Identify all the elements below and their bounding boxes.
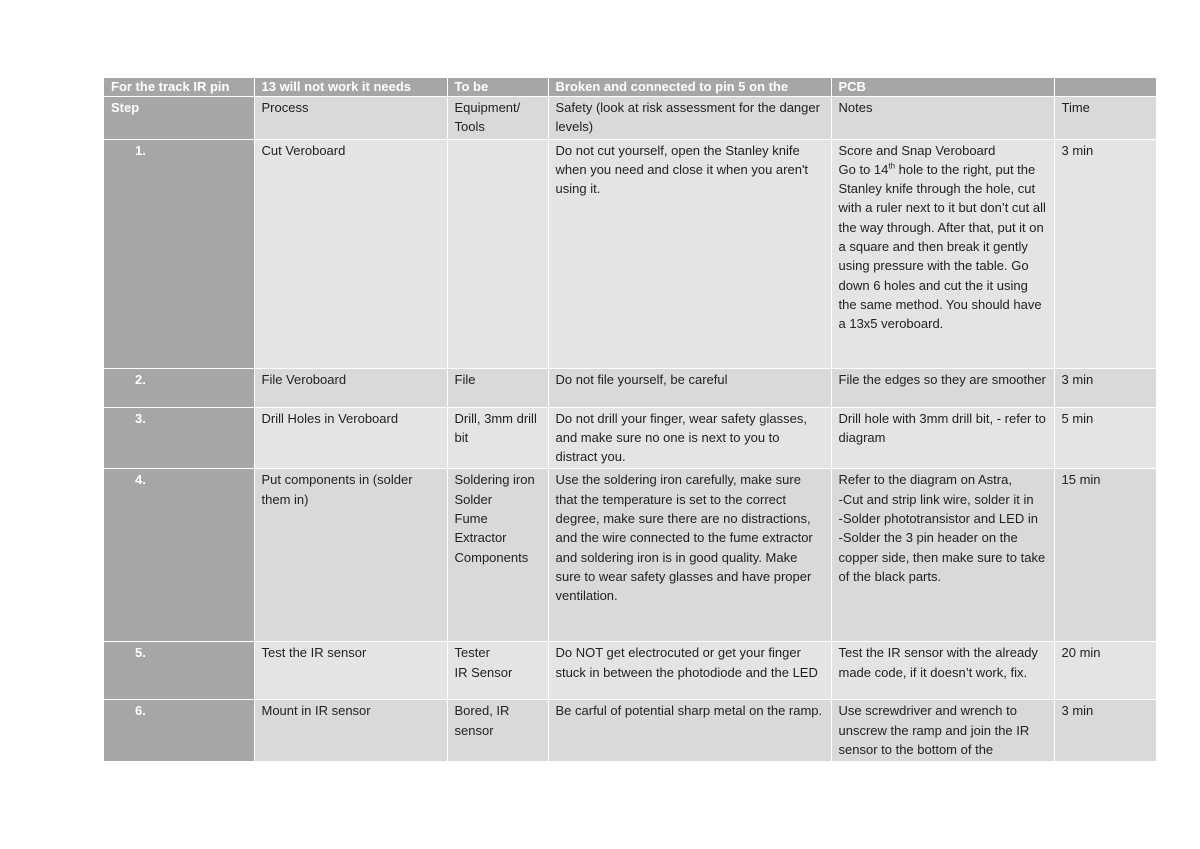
time-cell: 15 min [1054,469,1156,642]
table-row [104,139,1156,368]
step-number: 2. [104,368,254,407]
table-row [104,407,1156,469]
safety-cell: Do NOT get electrocuted or get your finger stuck in between the photodiode and the LED [548,642,831,700]
safety-cell: Do not cut yourself, open the Stanley knife when you need and close it when you aren't using it. [548,139,831,368]
table-row [104,368,1156,407]
step-number: 6. [104,700,254,762]
step-number: 3. [104,407,254,469]
equipment-cell: Bored, IR sensor [447,700,548,762]
table-row [104,642,1156,700]
banner-row [104,78,1156,97]
time-cell: 3 min [1054,368,1156,407]
process-cell: Test the IR sensor [254,642,447,700]
notes-cell: Use screwdriver and wrench to unscrew the ramp and join the IR sensor to the bottom of the [831,700,1054,762]
equipment-cell [447,139,548,368]
notes-cell: Score and Snap Veroboard Go to 14th hole to the right, put the Stanley knife through the hole, cut with a ruler next to it but don’t cut all the way through. After that, put it on a square and then break it gently using pressure with the table. Go down 6 holes and cut the it using the same method. You should have a 13x5 veroboard. [831,139,1054,368]
banner-cell: For the track IR pin [104,78,254,97]
header-safety: Safety (look at risk assessment for the danger levels) [548,97,831,140]
time-cell: 3 min [1054,139,1156,368]
time-cell: 5 min [1054,407,1156,469]
step-number: 1. [104,139,254,368]
notes-cell: File the edges so they are smoother [831,368,1054,407]
process-cell: Cut Veroboard [254,139,447,368]
table-row [104,469,1156,642]
header-row [104,97,1156,140]
equipment-cell: Tester IR Sensor [447,642,548,700]
banner-cell: PCB [831,78,1054,97]
header-equipment: Equipment/ Tools [447,97,548,140]
safety-cell: Do not drill your finger, wear safety glasses, and make sure no one is next to you to distract you. [548,407,831,469]
process-cell: Mount in IR sensor [254,700,447,762]
banner-cell: 13 will not work it needs [254,78,447,97]
process-cell: Put components in (solder them in) [254,469,447,642]
safety-cell: Use the soldering iron carefully, make sure that the temperature is set to the correct degree, make sure there are no distractions, and the wire connected to the fume extractor and soldering iron is in good quality. Make sure to wear safety glasses and have proper ventilation. [548,469,831,642]
time-cell: 20 min [1054,642,1156,700]
equipment-cell: Drill, 3mm drill bit [447,407,548,469]
step-number: 5. [104,642,254,700]
equipment-cell: Soldering iron Solder Fume Extractor Components [447,469,548,642]
header-step: Step [104,97,254,140]
header-process: Process [254,97,447,140]
notes-cell: Test the IR sensor with the already made code, if it doesn’t work, fix. [831,642,1054,700]
header-time: Time [1054,97,1156,140]
notes-cell: Drill hole with 3mm drill bit, - refer to diagram [831,407,1054,469]
process-cell: File Veroboard [254,368,447,407]
safety-cell: Be carful of potential sharp metal on the ramp. [548,700,831,762]
notes-cell: Refer to the diagram on Astra, -Cut and strip link wire, solder it in -Solder phototransistor and LED in -Solder the 3 pin header on the copper side, then make sure to take of the black parts. [831,469,1054,642]
banner-cell: To be [447,78,548,97]
banner-cell [1054,78,1156,97]
banner-cell: Broken and connected to pin 5 on the [548,78,831,97]
equipment-cell: File [447,368,548,407]
safety-cell: Do not file yourself, be careful [548,368,831,407]
process-cell: Drill Holes in Veroboard [254,407,447,469]
header-notes: Notes [831,97,1054,140]
time-cell: 3 min [1054,700,1156,762]
step-number: 4. [104,469,254,642]
table-row [104,700,1156,762]
build-plan-table [104,78,1157,762]
